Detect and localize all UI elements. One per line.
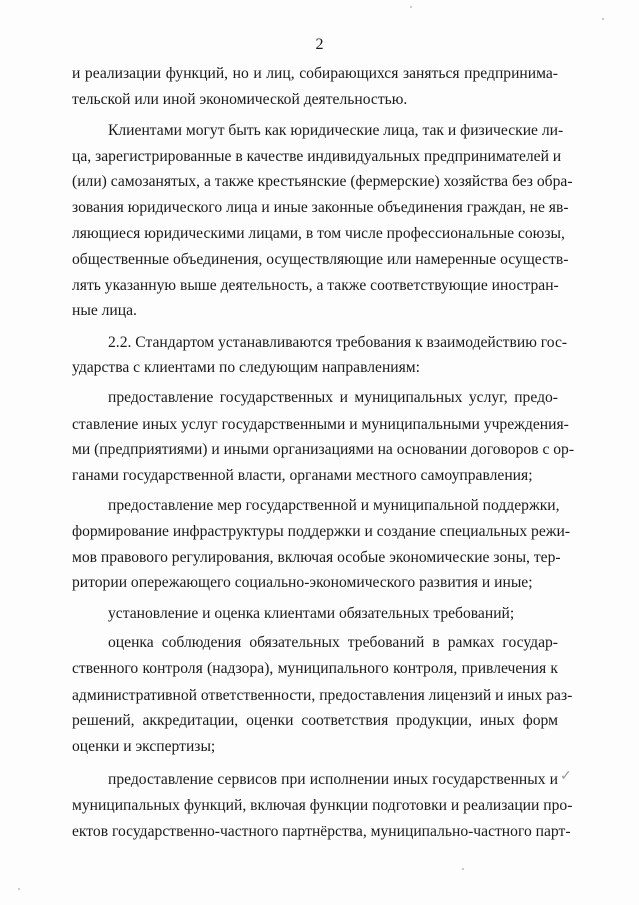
paragraph-line: ляющиеся юридическими лицами, в том числе профессиональные союзы, [72,225,565,242]
paragraph-line: Клиентами могут быть как юридические лица, так и физические ли- [108,122,564,139]
paragraph-line: оценка соблюдения обязательных требований в рамках государ- [108,634,558,651]
paragraph-line: формирование инфраструктуры поддержки и создание специальных режи- [72,523,571,540]
paragraph-line: ственного контроля (надзора), муниципального контроля, привлечения к [72,660,558,677]
paragraph-line: ударства с клиентами по следующим направлениям: [72,359,421,376]
paragraph-line: предоставление сервисов при исполнении иных государственных и [108,771,558,788]
scan-mark: ✓ [560,769,572,784]
paragraph-line: общественные объединения, осуществляющие или намеренные осуществ- [72,251,569,268]
paragraph-line: 2.2. Стандартом устанавливаются требования к взаимодействию гос- [108,334,568,351]
paragraph-line: (или) самозанятых, а также крестьянские (фермерские) хозяйства без обра- [72,173,573,190]
paragraph-line: и реализации функций, но и лиц, собирающихся заняться предпринима- [72,65,558,82]
paragraph-line: предоставление мер государственной и муниципальной поддержки, [108,497,560,514]
paragraph-line: оценки и экспертизы; [72,738,216,755]
paragraph-line: ганами государственной власти, органами местного самоуправления; [72,467,533,484]
paragraph-line: муниципальных функций, включая функции подготовки и реализации про- [72,797,573,814]
paragraph-line: решений, аккредитации, оценки соответствия продукции, иных форм [72,712,558,729]
scan-dot [18,888,20,890]
paragraph-line: предоставление государственных и муниципальных услуг, предо- [108,389,558,406]
scan-dot [410,6,412,8]
paragraph-line: ми (предприятиями) и иными организациями на основании договоров с ор- [72,441,575,458]
paragraph-line: ритории опережающего социально-экономического развития и иные; [72,574,533,591]
paragraph-line: ца, зарегистрированные в качестве индивидуальных предпринимателей и [72,148,562,165]
paragraph-line: административной ответственности, предоставления лицензий и иных раз- [72,687,573,704]
page-number: 2 [315,36,324,53]
paragraph-line: тельской или иной экономической деятельностью. [72,91,408,108]
scan-dot [462,868,464,870]
paragraph-line: ставление иных услуг государственными и муниципальными учреждения- [72,416,569,433]
paragraph-line: установление и оценка клиентами обязательных требований; [108,605,515,622]
scan-dot [602,18,604,20]
paragraph-line: ные лица. [72,302,137,319]
paragraph-line: ектов государственно-частного партнёрства, муниципально-частного парт- [72,823,571,840]
paragraph-line: зования юридического лица и иные законные объединения граждан, не яв- [72,199,569,216]
paragraph-line: мов правового регулирования, включая особые экономические зоны, тер- [72,549,561,566]
paragraph-line: лять указанную выше деятельность, а также соответствующие иностран- [72,277,559,294]
